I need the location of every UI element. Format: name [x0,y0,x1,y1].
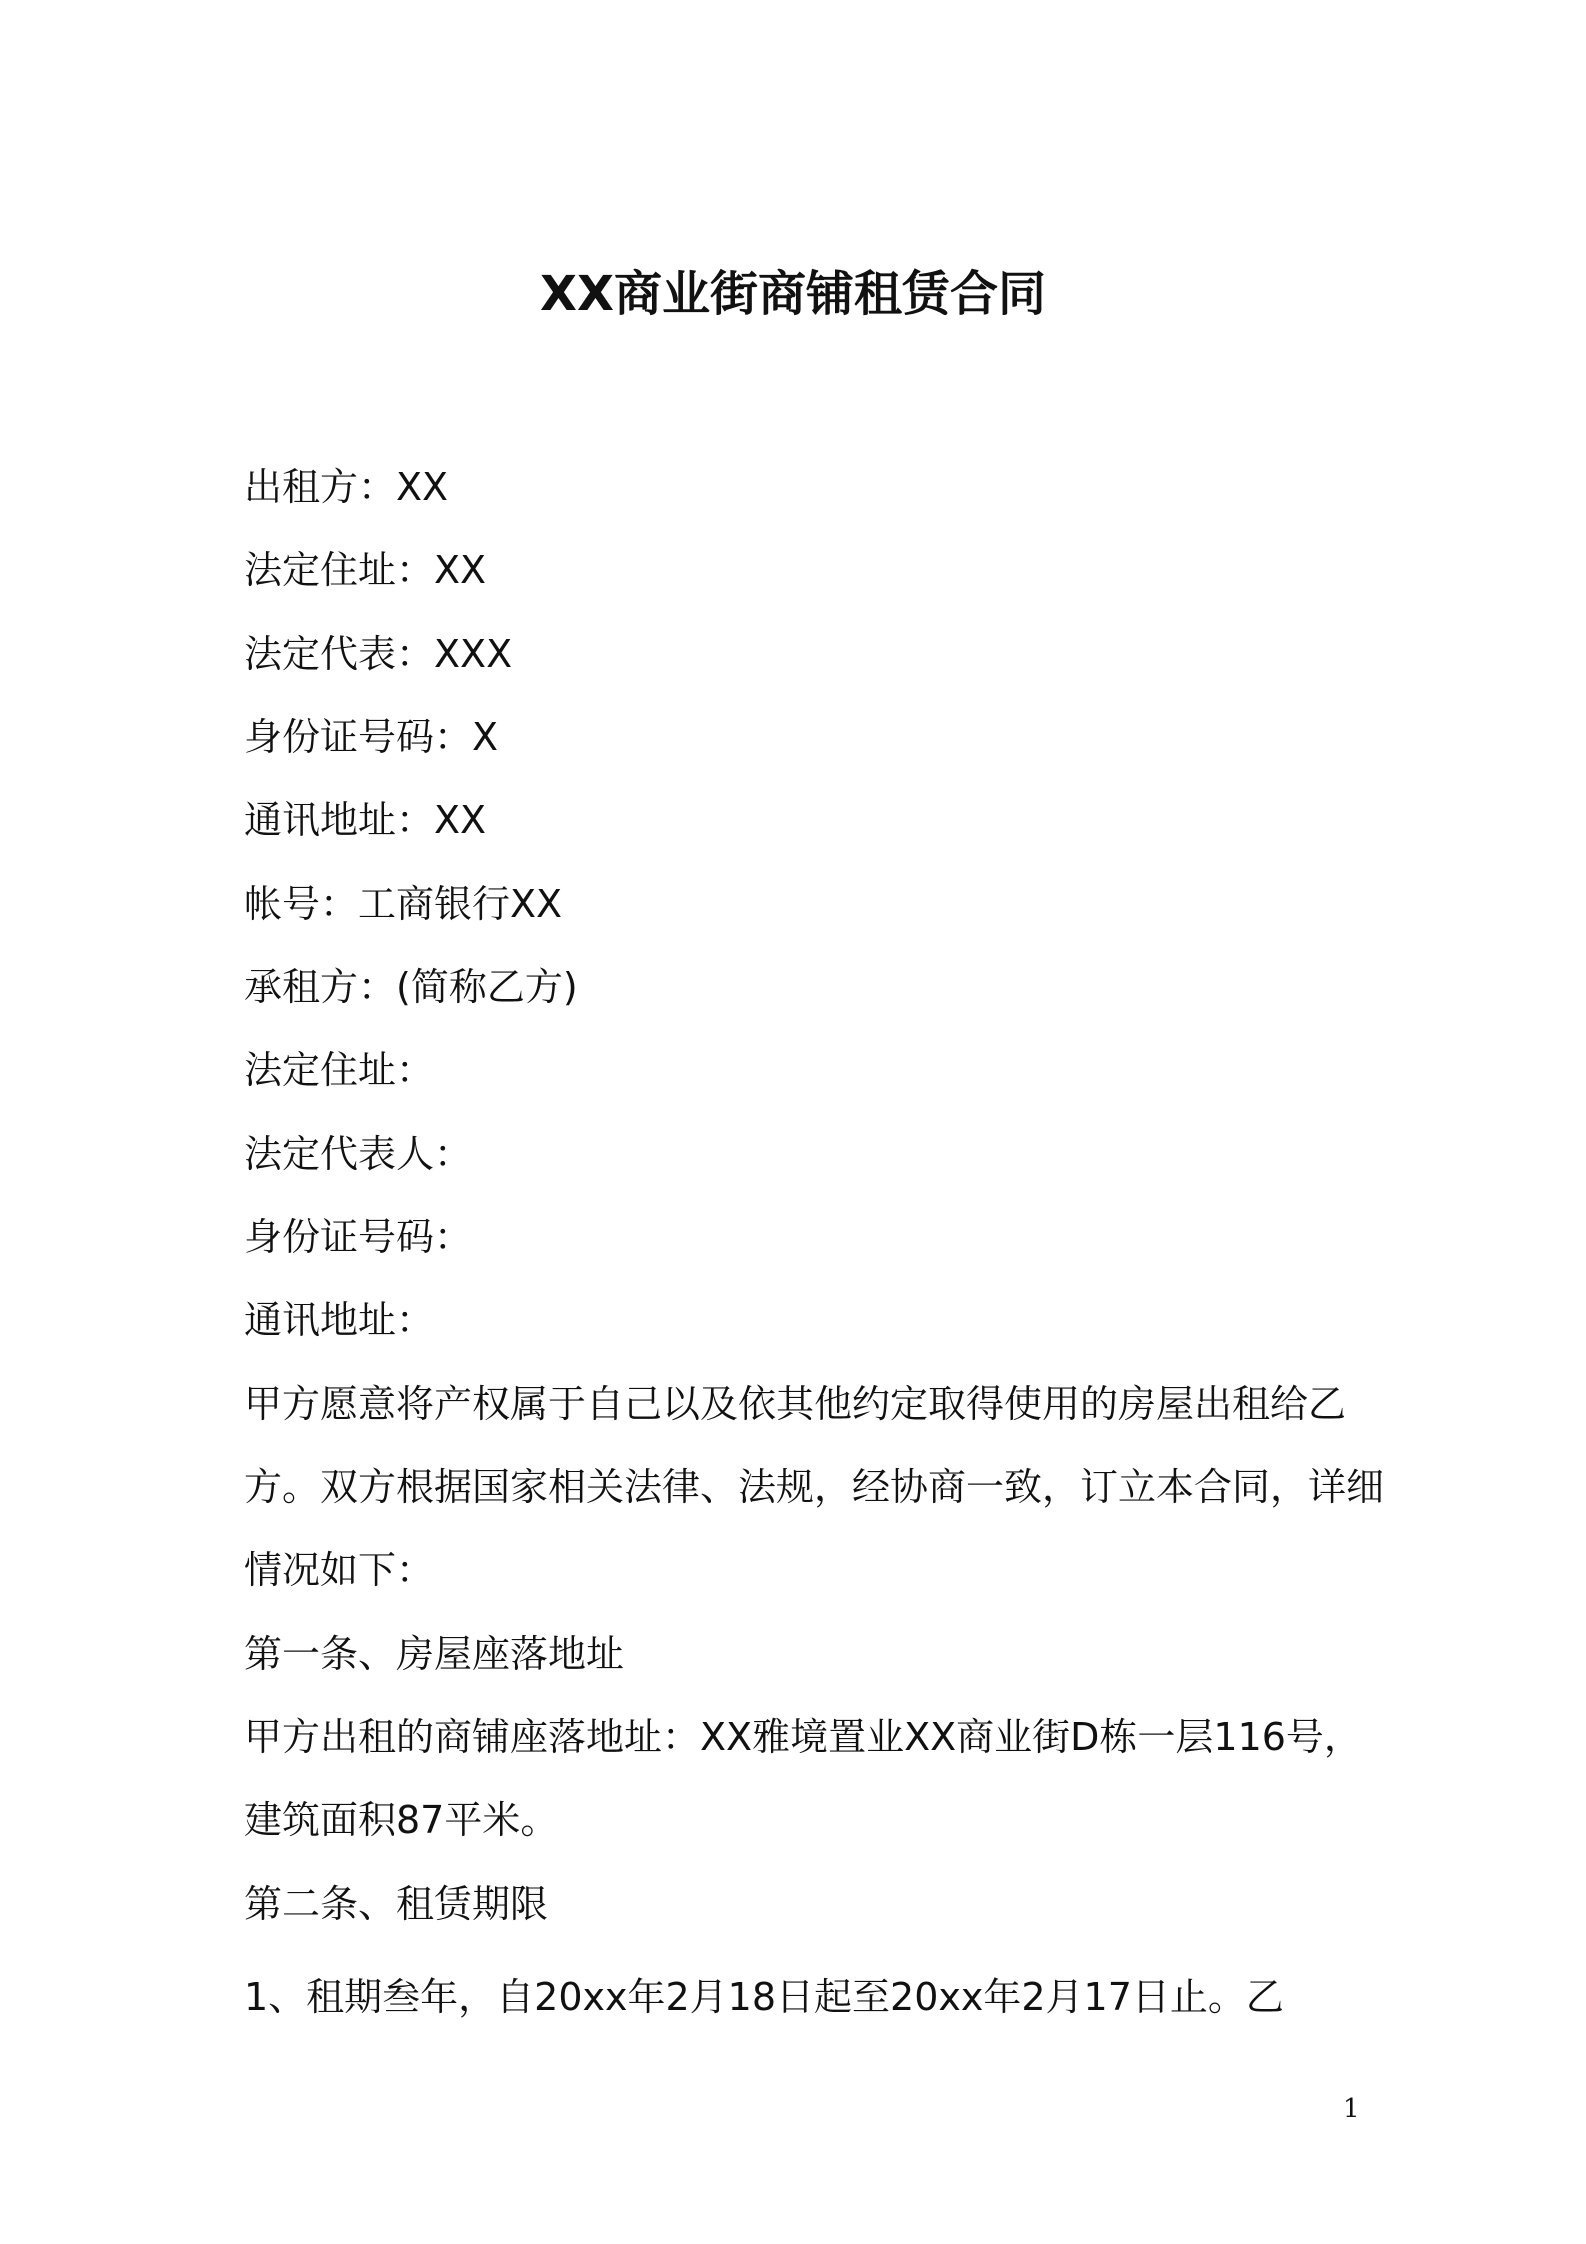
article-1-heading: 第一条、房屋座落地址 [244,1632,625,1676]
paragraph-intro-line-3: 情况如下： [244,1548,435,1592]
page-number: 1 [1343,2094,1360,2124]
text-line-lessor-address: 法定住址：XX [244,548,487,592]
text-line-lessee-mailing-address: 通讯地址： [244,1298,435,1342]
text-line-lessor-account: 帐号：工商银行XX [244,882,563,926]
text-line-lessee-id-number: 身份证号码： [244,1215,473,1259]
article-2-heading: 第二条、租赁期限 [244,1882,549,1926]
document-title: XX商业街商铺租赁合同 [539,266,1047,322]
paragraph-intro-line-1: 甲方愿意将产权属于自己以及依其他约定取得使用的房屋出租给乙 [244,1382,1347,1426]
text-line-lessee-address: 法定住址： [244,1048,435,1092]
article-1-text-line-1: 甲方出租的商铺座落地址：XX雅境置业XX商业街D栋一层116号， [244,1715,1362,1759]
article-1-text-line-2: 建筑面积87平米。 [244,1798,559,1842]
text-line-lessee-representative: 法定代表人： [244,1132,473,1176]
article-2-clause-1: 1、租期叁年，自20xx年2月18日起至20xx年2月17日止。乙 [244,1975,1284,2019]
text-line-lessor-id-number: 身份证号码：X [244,715,499,759]
text-line-lessor: 出租方：XX [244,465,449,509]
text-line-lessor-mailing-address: 通讯地址：XX [244,798,487,842]
text-line-lessor-representative: 法定代表：XXX [244,632,513,676]
paragraph-intro-line-2: 方。双方根据国家相关法律、法规，经协商一致，订立本合同，详细 [244,1465,1385,1509]
text-line-lessee: 承租方：(简称乙方) [244,965,578,1009]
